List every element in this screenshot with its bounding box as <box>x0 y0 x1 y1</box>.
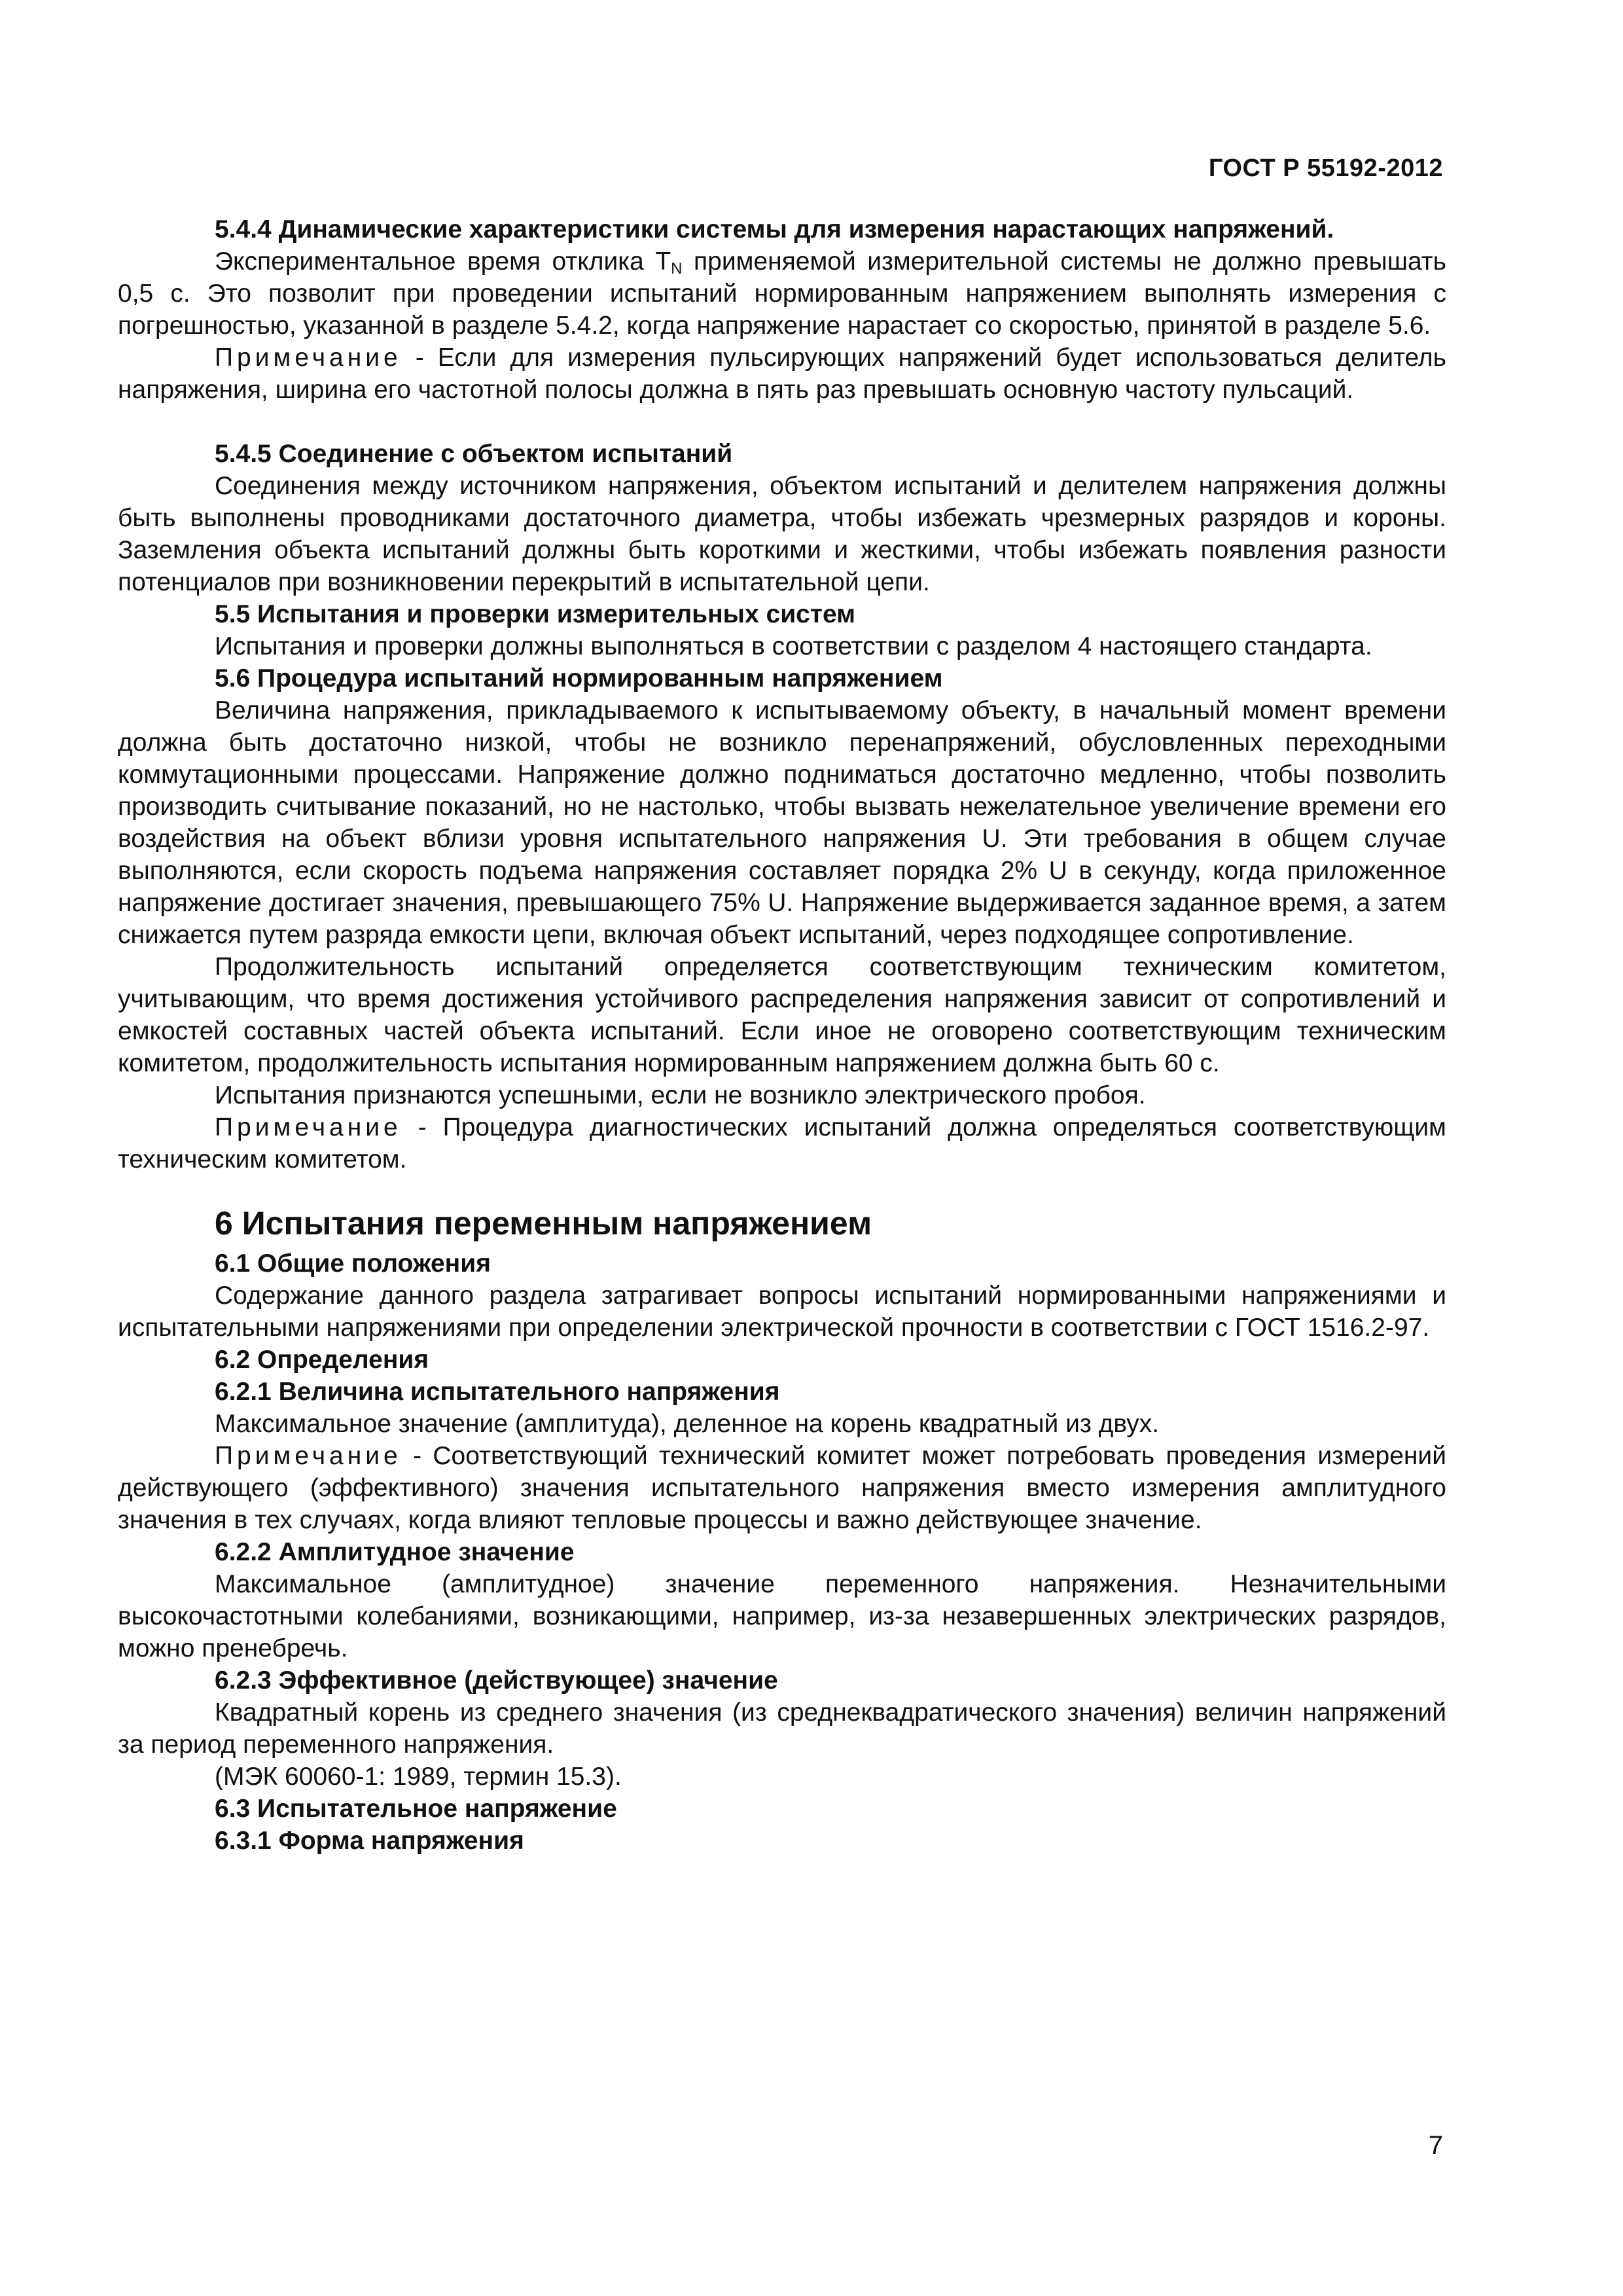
page-number: 7 <box>1428 2131 1443 2160</box>
paragraph-6-2-2: Максимальное (амплитудное) значение переменного напряжения. Незначительными высокочастотными колебаниями, возникающими, например, из-за незавершенных электрических разрядов, можно пренебречь. <box>118 1570 1446 1662</box>
section-6-title: 6 Испытания переменным напряжением <box>215 1205 872 1242</box>
heading-6-3-1: 6.3.1 Форма напряжения <box>215 1827 524 1855</box>
note-5-6: Примечание - Процедура диагностических испытаний должна определяться соответствующим техническим комитетом. <box>118 1113 1446 1174</box>
paragraph-5-6-duration: Продолжительность испытаний определяется соответствующим техническим комитетом, учитывающим, что время достижения устойчивого распределения напряжения зависит от сопротивлений и емкостей составных частей объекта испытаний. Если иное не оговорено соответствующим техническим комитетом, продолжительность испытания нормированным напряжением должна быть 60 с. <box>118 953 1446 1077</box>
heading-6-1: 6.1 Общие положения <box>215 1249 491 1278</box>
reference-6-2-3: (МЭК 60060-1: 1989, термин 15.3). <box>215 1763 622 1791</box>
paragraph-5-5-tests: Испытания и проверки должны выполняться в соответствии с разделом 4 настоящего стандарта. <box>215 632 1372 660</box>
note-label: Примечание <box>215 1442 402 1470</box>
heading-5-5: 5.5 Испытания и проверки измерительных систем <box>215 600 855 628</box>
paragraph-6-2-1: Максимальное значение (амплитуда), деленное на корень квадратный из двух. <box>215 1410 1160 1438</box>
heading-6-3: 6.3 Испытательное напряжение <box>215 1795 617 1823</box>
paragraph-5-6-success: Испытания признаются успешными, если не возникло электрического пробоя. <box>215 1081 1146 1109</box>
heading-6-2-3: 6.2.3 Эффективное (действующее) значение <box>215 1666 778 1695</box>
note-5-4-4: Примечание - Если для измерения пульсирующих напряжений будет использоваться делитель напряжения, ширина его частотной полосы должна в пять раз превышать основную частоту пульсаций. <box>118 344 1446 404</box>
heading-5-4-4: 5.4.4 Динамические характеристики системы для измерения нарастающих напряжений. <box>215 215 1334 243</box>
paragraph-6-2-3: Квадратный корень из среднего значения (из среднеквадратического значения) величин напряжений за период переменного напряжения. <box>118 1698 1446 1759</box>
heading-5-4-5: 5.4.5 Соединение с объектом испытаний <box>215 440 733 468</box>
paragraph-5-6-voltage: Величина напряжения, прикладываемого к испытываемому объекту, в начальный момент времени должна быть достаточно низкой, чтобы не возникло перенапряжений, обусловленных переходными коммутационными процессами. Напряжение должно подниматься достаточно медленно, чтобы позволить производить считывание показаний, но не настолько, чтобы вызвать нежелательное увеличение времени его воздействия на объект вблизи уровня испытательного напряжения U. Эти требования в общем случае выполняются, если скорость подъема напряжения составляет порядка 2% U в секунду, когда приложенное напряжение достигает значения, превышающего 75% U. Напряжение выдерживается заданное время, а затем снижается путем разряда емкости цепи, включая объект испытаний, через подходящее сопротивление. <box>118 696 1446 949</box>
heading-6-2-2: 6.2.2 Амплитудное значение <box>215 1538 575 1566</box>
note-6-2-1: Примечание - Соответствующий технический комитет может потребовать проведения измерений действующего (эффективного) значения испытательного напряжения вместо измерения амплитудного значения в тех случаях, когда влияют тепловые процессы и важно действующее значение. <box>118 1442 1446 1534</box>
heading-5-6: 5.6 Процедура испытаний нормированным напряжением <box>215 664 943 692</box>
note-label: Примечание <box>215 344 402 372</box>
paragraph-6-1-general: Содержание данного раздела затрагивает вопросы испытаний нормированными напряжениями и испытательными напряжениями при определении электрической прочности в соответствии с ГОСТ 1516.2-97. <box>118 1282 1446 1342</box>
heading-6-2: 6.2 Определения <box>215 1346 429 1374</box>
paragraph-5-4-4-response-time: Экспериментальное время отклика $T_N$ применяемой измерительной системы не должно превышать 0,5 с. Это позволит при проведении испытаний нормированным напряжением выполнять измерения с погрешностью, указанной в разделе 5.4.2, когда напряжение нарастает со скоростью, принятой в разделе 5.6. <box>118 247 1446 340</box>
document-body <box>118 213 1446 1857</box>
note-label: Примечание <box>215 1113 402 1141</box>
paragraph-5-4-5-connection: Соединения между источником напряжения, объектом испытаний и делителем напряжения должны быть выполнены проводниками достаточного диаметра, чтобы избежать чрезмерных разрядов и короны. Заземления объекта испытаний должны быть короткими и жесткими, чтобы избежать появления разности потенциалов при возникновении перекрытий в испытательной цепи. <box>118 472 1446 596</box>
heading-6-2-1: 6.2.1 Величина испытательного напряжения <box>215 1378 780 1406</box>
document-id-header: ГОСТ Р 55192-2012 <box>1208 154 1443 182</box>
